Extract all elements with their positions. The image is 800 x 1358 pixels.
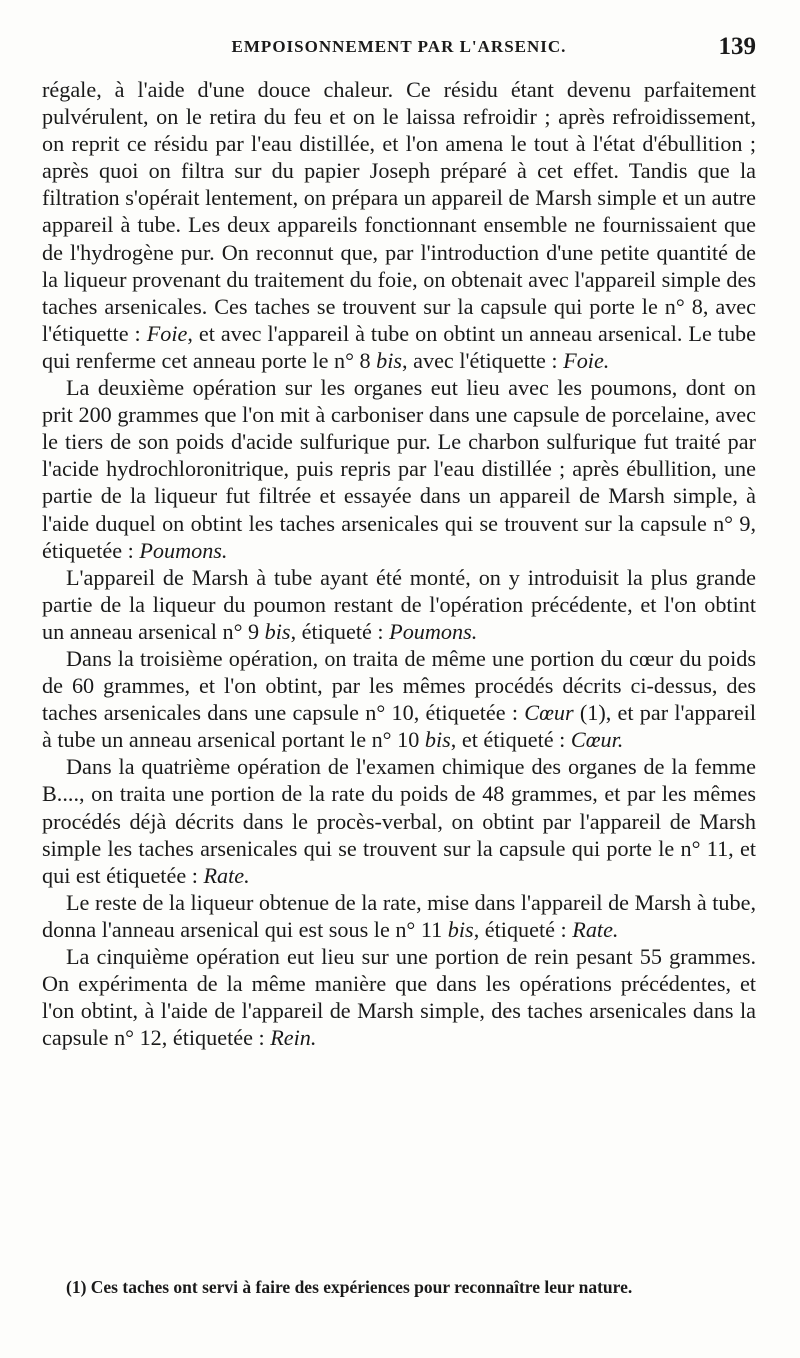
paragraph-3: [42, 564, 756, 645]
text-run: , avec l'étiquette :: [402, 347, 564, 373]
italic-run: bis: [447, 916, 474, 942]
italic-run: Foie: [146, 320, 188, 346]
page-header: [42, 33, 756, 65]
text-run: (1), et par l'appareil à tube un anneau arsenical portant le n° 10: [42, 700, 756, 753]
text-run: Le reste de la liqueur obtenue de la rate, mise dans l'appareil de Marsh à tube, donna l'anneau arsenical qui est sous le n° 11: [42, 889, 756, 942]
paragraph-4: [42, 645, 756, 753]
page-number: 139: [718, 33, 756, 60]
body-text: [42, 76, 756, 1051]
text-run: L'appareil de Marsh à tube ayant été monté, on y introduisit la plus grande partie de la liqueur du poumon restant de l'opération précédente, et l'on obtint un anneau arsenical n° 9: [42, 564, 756, 644]
text-run: , étiqueté :: [473, 916, 573, 942]
paragraph-7: [42, 943, 756, 1051]
text-run: La cinquième opération eut lieu sur une portion de rein pesant 55 grammes. On expérimenta de la même manière que dans les opérations précédentes, et l'on obtint, à l'aide de l'appareil de Marsh simple, des taches arsenicales dans la capsule n° 12, étiquetée :: [42, 944, 756, 1051]
italic-run: Rein.: [270, 1025, 317, 1051]
italic-run: Poumons.: [389, 618, 478, 644]
italic-run: Rate.: [203, 862, 250, 888]
text-run: La deuxième opération sur les organes eut lieu avec les poumons, dont on prit 200 grammes que l'on mit à carboniser dans une capsule de porcelaine, avec le tiers de son poids d'acide sulfurique pur. Le charbon sulfurique fut traité par l'acide hydrochloronitrique, puis repris par l'eau distillée ; après ébullition, une partie de la liqueur fut filtrée et essayée dans un appareil de Marsh simple, à l'aide duquel on obtint les taches arsenicales qui se trouvent sur la capsule n° 9, étiquetée :: [42, 375, 756, 563]
footnote: (1) Ces taches ont servi à faire des expériences pour reconnaître leur nature.: [66, 1277, 633, 1297]
italic-run: bis: [424, 727, 451, 753]
text-run: Dans la quatrième opération de l'examen chimique des organes de la femme B...., on traita une portion de la rate du poids de 48 grammes, et par les mêmes procédés déjà décrits dans le procès-verbal, on obtint par l'appareil de Marsh simple les taches arsenicales qui se trouvent sur la capsule qui porte le n° 11, et qui est étiquetée :: [42, 754, 756, 888]
text-run: , et avec l'appareil à tube on obtint un anneau arsenical. Le tube qui renferme cet anneau porte le n° 8: [42, 320, 756, 373]
running-title: EMPOISONNEMENT PAR L'ARSENIC.: [231, 37, 567, 56]
paragraph-2: [42, 374, 756, 564]
italic-run: Cœur: [524, 700, 574, 726]
paragraph-6: [42, 889, 756, 943]
paragraph-5: [42, 753, 756, 888]
italic-run: bis: [264, 618, 291, 644]
text-run: Dans la troisième opération, on traita de même une portion du cœur du poids de 60 grammes, et l'on obtint, par les mêmes procédés décrits ci-dessus, des taches arsenicales dans une capsule n° 10, étiquetée :: [42, 645, 756, 726]
italic-run: Cœur.: [570, 727, 624, 753]
italic-run: Foie.: [563, 347, 610, 373]
text-run: régale, à l'aide d'une douce chaleur. Ce résidu étant devenu parfaitement pulvérulent, on le retira du feu et on le laissa refroidir ; après refroidissement, on reprit ce résidu par l'eau distillée, et l'on amena le tout à l'état d'ébullition ; après quoi on filtra sur du papier Joseph préparé à cet effet. Tandis que la filtration s'opérait lentement, on prépara un appareil de Marsh simple et un autre appareil à tube. Les deux appareils fonctionnant ensemble ne fournissaient que de l'hydrogène pur. On reconnut que, par l'introduction d'une petite quantité de la liqueur provenant du traitement du foie, on obtenait avec l'appareil simple des taches arsenicales. Ces taches se trouvent sur la capsule qui porte le n° 8, avec l'étiquette :: [42, 77, 756, 346]
text-run: , et étiqueté :: [450, 727, 571, 753]
text-run: , étiqueté :: [290, 618, 390, 644]
paragraph-1: [42, 76, 756, 374]
italic-run: bis: [376, 347, 403, 373]
italic-run: Poumons.: [139, 537, 228, 563]
italic-run: Rate.: [572, 916, 619, 942]
